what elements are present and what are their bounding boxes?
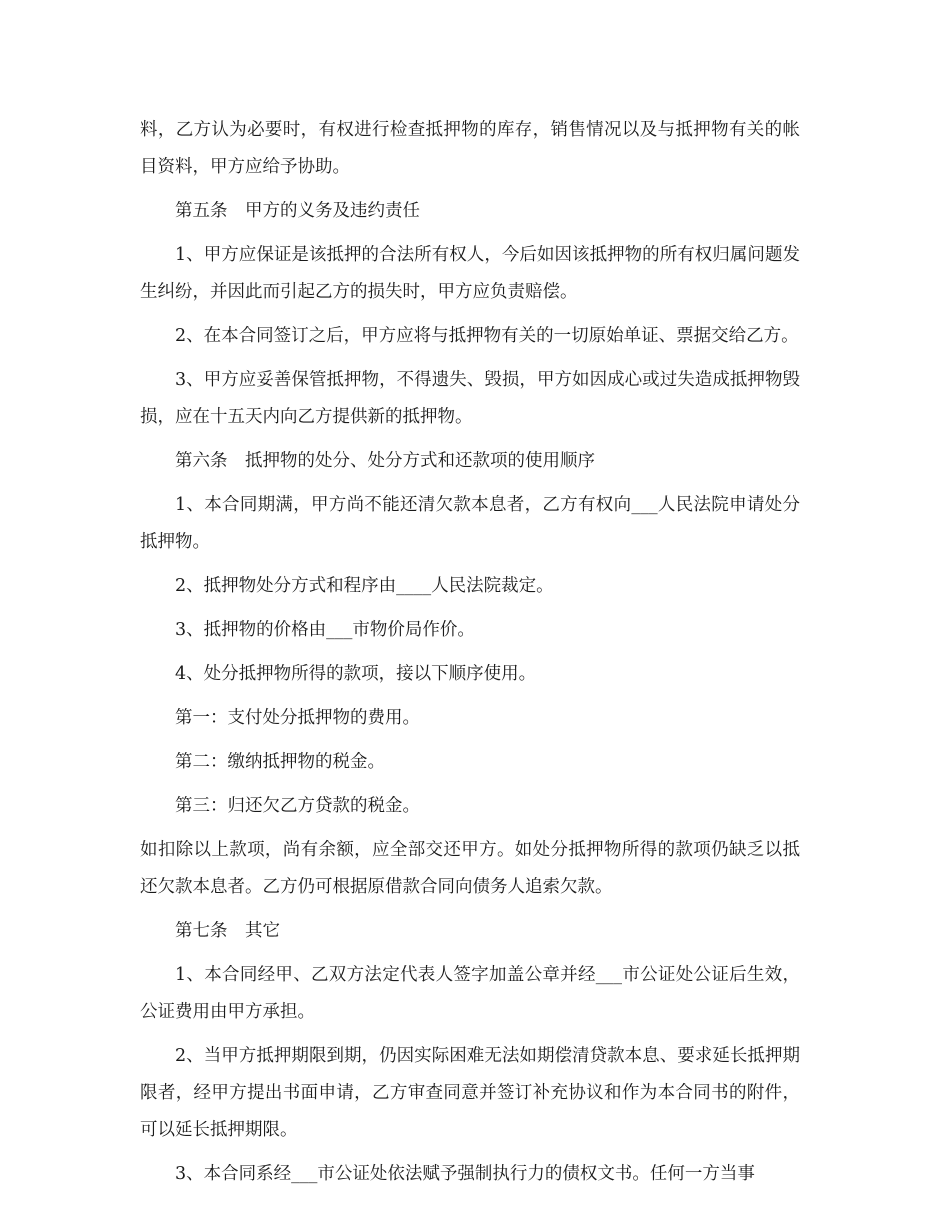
- section-heading-article-7: 第七条 其它: [175, 921, 280, 941]
- clause-paragraph: 3、本合同系经___市公证处依法赋予强制执行力的债权文书。任何一方当事: [175, 1164, 755, 1184]
- section-heading-article-6: 第六条 抵押物的处分、处分方式和还款项的使用顺序: [175, 451, 595, 471]
- clause-paragraph: 2、在本合同签订之后，甲方应将与抵押物有关的一切原始单证、票据交给乙方。: [175, 326, 799, 346]
- document-body: [140, 112, 800, 1200]
- paragraph-continuation: 料，乙方认为必要时，有权进行检查抵押物的库存，销售情况以及与抵押物有关的帐目资料，甲方应给予协助。: [140, 120, 800, 177]
- clause-paragraph: 第三：归还欠乙方贷款的税金。: [175, 796, 420, 816]
- clause-paragraph: 3、甲方应妥善保管抵押物，不得遗失、毁损，甲方如因成心或过失造成抵押物毁损，应在十五天内向乙方提供新的抵押物。: [140, 370, 800, 427]
- clause-paragraph: 第一：支付处分抵押物的费用。: [175, 708, 420, 728]
- clause-paragraph: 1、本合同期满，甲方尚不能还清欠款本息者，乙方有权向___人民法院申请处分抵押物。: [140, 495, 800, 552]
- clause-paragraph: 4、处分抵押物所得的款项，接以下顺序使用。: [175, 664, 537, 684]
- clause-paragraph: 2、抵押物处分方式和程序由____人民法院裁定。: [175, 576, 554, 596]
- clause-paragraph: 3、抵押物的价格由___市物价局作价。: [175, 620, 475, 640]
- clause-paragraph: 2、当甲方抵押期限到期，仍因实际困难无法如期偿清贷款本息、要求延长抵押期限者，经甲方提出书面申请，乙方审查同意并签订补充协议和作为本合同书的附件，可以延长抵押期限。: [140, 1046, 800, 1140]
- clause-paragraph: 1、本合同经甲、乙双方法定代表人签字加盖公章并经___市公证处公证后生效，公证费用由甲方承担。: [140, 965, 800, 1022]
- section-heading-article-5: 第五条 甲方的义务及违约责任: [175, 201, 420, 221]
- clause-paragraph: 第二：缴纳抵押物的税金。: [175, 752, 385, 772]
- paragraph-continuation: 如扣除以上款项，尚有余额，应全部交还甲方。如处分抵押物所得的款项仍缺乏以抵还欠款本息者。乙方仍可根据原借款合同向债务人追索欠款。: [140, 840, 800, 897]
- clause-paragraph: 1、甲方应保证是该抵押的合法所有权人，今后如因该抵押物的所有权归属问题发生纠纷，并因此而引起乙方的损失时，甲方应负责赔偿。: [140, 245, 800, 302]
